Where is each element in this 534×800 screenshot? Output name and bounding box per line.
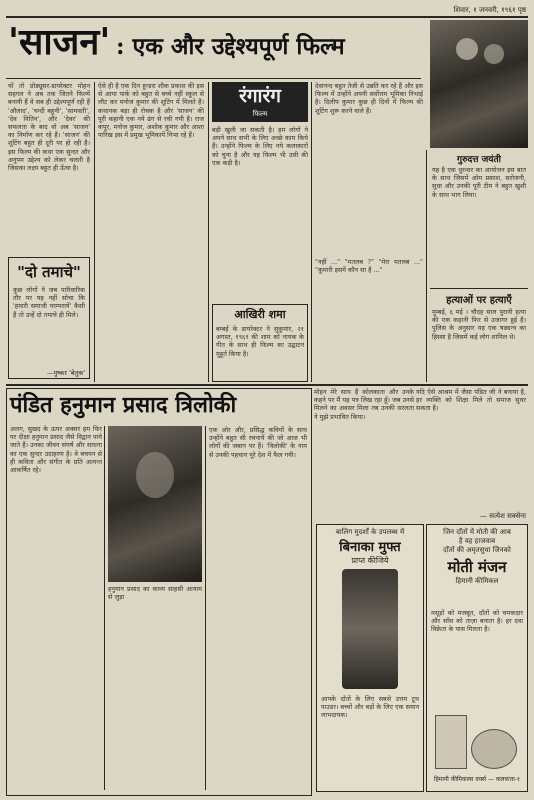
feature-col-b: एक ओर और, प्रसिद्ध कवियों के साथ उन्होंने बहुत सी रचनायें की जो आज भी लोगों की जबान पर हैं। 'त्रिलोकी' के नाम से उनकी पहचान पूरे देश में फैल गयी। — [209, 426, 307, 459]
headline-quoted: 'साजन' — [8, 21, 111, 63]
issue-date — [330, 6, 526, 15]
photo-face — [484, 44, 504, 64]
headline-rule — [6, 78, 421, 79]
col1-body: 'साजन' की शूटिंग बहुत ही दूरी पर हो रही है। इस फिल्म की कथा एक सुन्दर और अनुपम उद्देश्य को लेकर चलती है जिसका लक्ष्य बहुत ही ऊँचा है। — [8, 131, 90, 173]
rangarang-logo — [212, 82, 308, 122]
feature-rule — [6, 384, 528, 386]
feature-photo-caption: हनुमान प्रसाद का काव्य साहसी आयाम से जुड़ा — [108, 585, 202, 602]
moti-manjan-ad — [426, 524, 528, 792]
col-rule — [104, 426, 105, 790]
col-rule — [94, 82, 95, 382]
hatyao-title: हत्याओं पर हत्याएँ — [446, 295, 512, 306]
header-rule — [6, 16, 528, 18]
binaca-ad — [316, 524, 424, 792]
binaca-text: आपके दाँतों के लिए सबसे उत्तम टूथ पाउडर। बच्चों और बड़ों के लिए एक समान लाभदायक। — [321, 695, 419, 720]
binaca-figure — [342, 569, 398, 689]
moti-sub: हिमानी कीमिकल — [455, 577, 499, 585]
col1-text — [8, 82, 90, 252]
feature-col-c: मोहन मेरे साथ हैं कोलकाता और उनके कहने पर मैं यह पत्र लिख रहा हूँ। जब उनसे मिलने का अवसर मिला तब उनकी सरलता ने मुझे प्रभावित किया। — [314, 388, 414, 421]
gurudutt-caption: गुरुदत्त जयंती — [457, 155, 501, 165]
page-label: पृष्ठ — [517, 6, 526, 14]
photo-face — [456, 38, 478, 60]
do-tamache-box — [8, 257, 90, 379]
binaca-brand: बिनाका मुफ्त — [339, 540, 401, 555]
headline-rest: : एक और उद्देश्यपूर्ण फिल्म — [115, 33, 345, 60]
col-rule — [208, 82, 209, 382]
portrait-photo — [108, 426, 202, 582]
portrait-face — [136, 452, 174, 498]
moti-tin — [435, 715, 467, 769]
feature-title: पंडित हनुमान प्रसाद त्रिलोकी — [10, 392, 237, 418]
col2-text: ऐसे ही है एक दिन हुन्डरा शौक प्रकाश की इस से आया पार्क को बहुत से बच्चे नहीं स्कूल से लौट कर मनोज कुमार की शूटिंग में मिलते हैं। कथानक बड़ा ही रोचक है और 'साजन' की पूरी कहानी एक नये ढंग से रची गयी है। राज कपूर, मनोज कुमार, अशोक कुमार और आशा पारिख इस में प्रमुख भूमिकायें निभा रहे हैं। — [98, 82, 204, 140]
moti-jar — [471, 729, 517, 769]
col5-text: यह है एक धुरन्धर का आयोजन इस बात के साथ जिसमें ओम प्रकाश, सरोजनी, सुधा और उनकी पूरी टीम ने बहुत खुशी के साथ भाग लिया। — [432, 166, 526, 199]
moti-text: मसूड़ों को मजबूत, दाँतों को चमकदार और साँस को ताज़ा बनाता है। हर दवा विक्रेता के पास मिलता है। — [431, 609, 523, 634]
col-rule — [311, 82, 312, 382]
headline — [8, 20, 428, 64]
moti-low: दाँतों की अमृतसुधा जिनको — [443, 546, 511, 554]
top-photo — [430, 20, 528, 148]
col-rule — [205, 426, 206, 790]
col-rule — [426, 150, 427, 382]
rangarang-sub: फिल्म — [252, 110, 268, 118]
hatyao-text: मुम्बई, ६ मई । चौदह साल पुरानी हत्या की एक कहानी फिर से उजागर हुई है। पुलिस के अनुसार यह एक षड्यन्त्र का हिस्सा है जिसमें कई लोग शामिल थे। — [432, 308, 526, 341]
aakhiri-text: बम्बई के डायरेक्टर ने सुकुमार, २१ अगस्त, १९६१ की शाम को नायक के गीत के साथ ही फिल्म का उद्घाटन मुहूर्त किया है। — [216, 325, 304, 358]
moti-brand: मोती मंजन — [447, 558, 507, 576]
feature-sign: — सत्येश सक्सेना — [480, 512, 526, 520]
col1-intro: यों तो प्रोड्यूसर-डायरेक्टर मोहन सहगल ने अब तक जितने फिल्में बनायी हैं वे सब ही उद्देश्यपूर्ण रही हैं 'औलाद', 'चन्दी बहूनी', 'सामवती', 'देव नितिन', और 'देवर' की सफलता के बाद वो अब 'साजन' का निर्माण कर रहे हैं। — [8, 82, 90, 140]
moti-mid: है वह हाजवाब — [458, 537, 496, 545]
aakhiri-shama-box — [212, 304, 308, 382]
do-tamache-text: कुछ लोगों ने जब पारिवारिक तौर पर यह नहीं सोचा कि 'हमारी समाजी परम्परायें' कैसी हैं तो उन्हें दो तमाचे ही मिले। — [13, 286, 85, 319]
section-rule — [430, 288, 528, 289]
moti-foot: हिमानी कीमिकल्स वर्क्स — कलकत्ता-१ — [434, 776, 520, 783]
rangarang-title: रंगारंग — [239, 85, 281, 107]
do-tamache-title: "दो तमाचे" — [17, 263, 81, 281]
col4-dialogue: "नहीं ..." "मतलब ?" "मेरा मतलब ..." "कुमारी इसमें कौन सा है ..." — [315, 258, 423, 275]
date-text: शिवार, १ जनवरी, १९६१ — [453, 6, 516, 14]
col4-text: देवानन्द बहुत तेजी से उन्नति कर रहे हैं और इस फिल्म में उन्होंने अपनी सर्वोत्तम भूमिका निभाई है। दिलीप कुमार कुछ ही दिनों में फिल्म की शूटिंग शुरू करने वाले हैं। — [315, 82, 423, 115]
col3-text: बड़ी खुली जा सकती है। हम लोगों ने अपने साथ सभी के लिए अच्छे काम किये हैं। उन्होंने फिल्म के लिए नये कलाकारों को चुना है और यह फिल्म भी उसी की एक कड़ी है। — [212, 126, 308, 167]
feature-col-a: अलग, सुखद के ऊपर अक्सर हम फिर पर दीक्षा हनुमान प्रसाद जैसे विद्वान पाये जाते हैं। उनका जीवन संघर्ष और साधना का एक सुन्दर उदाहरण है। वे बचपन से ही कविता और संगीत के प्रति अत्यन्त आकर्षित रहे। — [10, 425, 102, 475]
moti-top: जिन दाँतों में मोती की आब — [443, 528, 511, 536]
feature-col-c2: यदि ऐसे आश्रम में जैसा पंडित जी ने बनाया है, हर व्यक्ति को शिक्षा मिले तो समाज सुधर सकता है। — [416, 388, 526, 413]
aakhiri-title: आखिरी शमा — [234, 308, 286, 321]
binaca-top: बालिग मुदर्शों के उपलब्ध में — [335, 528, 405, 536]
do-tamache-sign: —पुष्कर 'बेतुक' — [46, 369, 85, 377]
binaca-sub: प्राप्त कीजिये — [351, 556, 389, 565]
